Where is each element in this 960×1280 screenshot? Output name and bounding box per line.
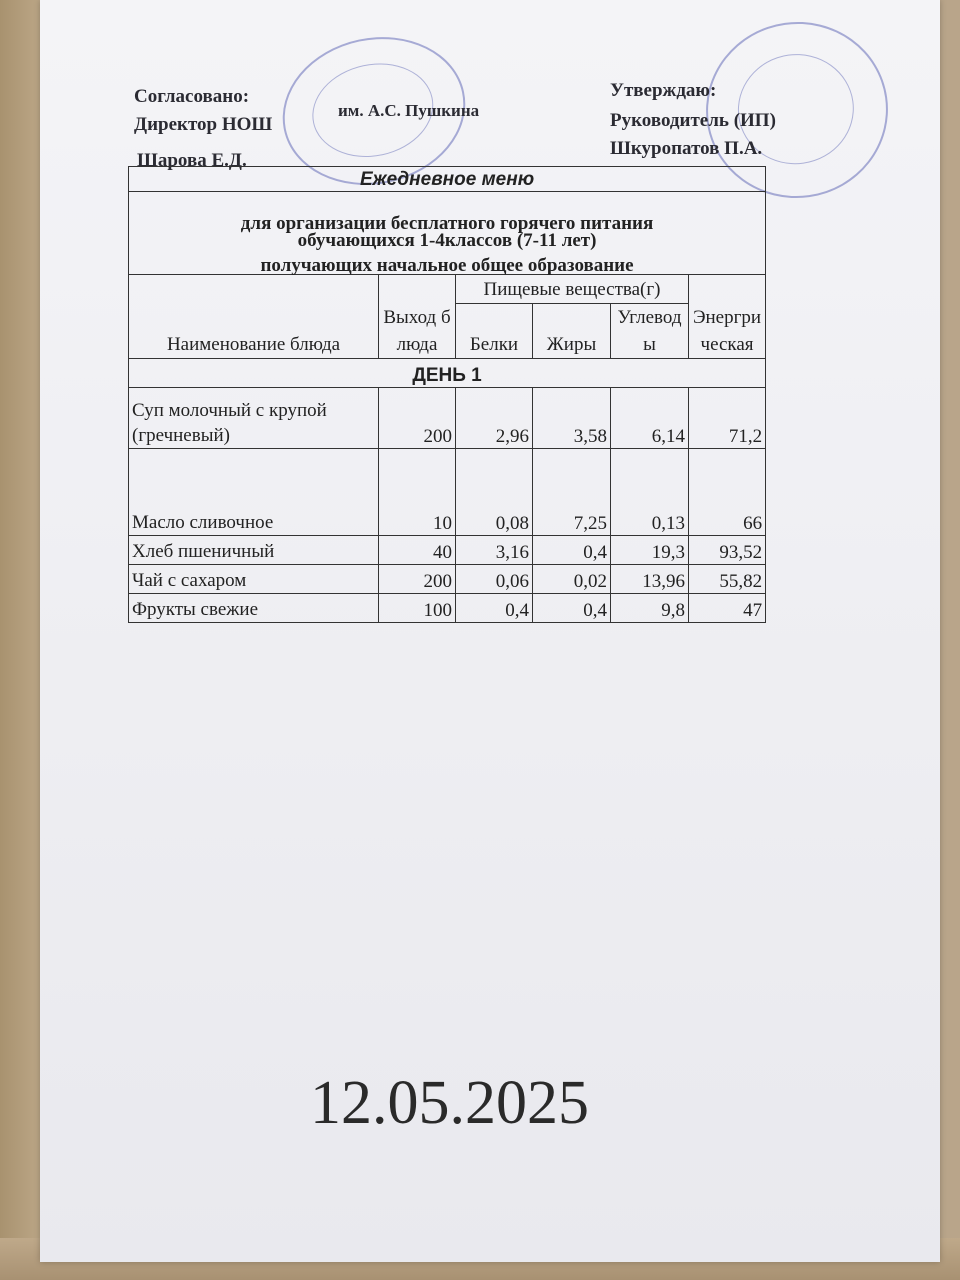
- dish-name: Чай с сахаром: [129, 565, 379, 594]
- col-header-nutrients: Пищевые вещества(г): [456, 275, 689, 304]
- dish-proteins: 3,16: [456, 536, 533, 565]
- col-header-carbs: Углеводы: [611, 304, 689, 359]
- dish-name: Масло сливочное: [129, 449, 379, 536]
- dish-proteins: 0,06: [456, 565, 533, 594]
- menu-subtitle-line2: получающих начальное общее образование: [260, 255, 634, 276]
- table-row: [129, 449, 766, 536]
- dish-output: 10: [379, 449, 456, 536]
- dish-carbs: 6,14: [611, 388, 689, 449]
- dish-output: 40: [379, 536, 456, 565]
- menu-subtitle-line1: для организации бесплатного горячего питания обучающихся 1-4классов (7-11 лет): [240, 213, 654, 251]
- director-name: Шарова Е.Д.: [137, 150, 247, 171]
- dish-energy: 93,52: [689, 536, 766, 565]
- dish-energy: 55,82: [689, 565, 766, 594]
- dish-proteins: 0,08: [456, 449, 533, 536]
- dish-carbs: 0,13: [611, 449, 689, 536]
- table-row: [129, 388, 766, 449]
- dish-carbs: 9,8: [611, 594, 689, 623]
- table-row: [129, 536, 766, 565]
- dish-name: Суп молочный с крупой (гречневый): [129, 388, 379, 449]
- dish-energy: 66: [689, 449, 766, 536]
- col-header-output: Выход блюда: [379, 275, 456, 359]
- col-header-energy: Энергрическая: [689, 275, 766, 359]
- menu-table: [128, 166, 766, 623]
- approval-label: Согласовано:: [134, 86, 250, 107]
- menu-title: Ежедневное меню: [129, 167, 766, 192]
- col-header-fats: Жиры: [533, 304, 611, 359]
- dish-name: Хлеб пшеничный: [129, 536, 379, 565]
- menu-subtitle: [129, 192, 766, 275]
- dish-energy: 71,2: [689, 388, 766, 449]
- dish-output: 200: [379, 565, 456, 594]
- table-row: [129, 565, 766, 594]
- dish-proteins: 0,4: [456, 594, 533, 623]
- table-row: [129, 594, 766, 623]
- manager-title: Руководитель (ИП): [610, 110, 776, 131]
- col-header-dish-name: Наименование блюда: [129, 275, 379, 359]
- dish-carbs: 19,3: [611, 536, 689, 565]
- school-name: им. А.С. Пушкина: [338, 101, 480, 120]
- manager-name: Шкуропатов П.А.: [610, 138, 763, 159]
- dish-fats: 0,4: [533, 536, 611, 565]
- dish-output: 100: [379, 594, 456, 623]
- dish-output: 200: [379, 388, 456, 449]
- dish-carbs: 13,96: [611, 565, 689, 594]
- col-header-proteins: Белки: [456, 304, 533, 359]
- dish-energy: 47: [689, 594, 766, 623]
- day-label: ДЕНЬ 1: [129, 359, 766, 388]
- dish-proteins: 2,96: [456, 388, 533, 449]
- menu-date: 12.05.2025: [310, 1069, 589, 1137]
- director-title: Директор НОШ: [134, 114, 273, 135]
- dish-fats: 0,4: [533, 594, 611, 623]
- dish-fats: 7,25: [533, 449, 611, 536]
- approve-label: Утверждаю:: [610, 80, 717, 101]
- dish-name: Фрукты свежие: [129, 594, 379, 623]
- dish-fats: 0,02: [533, 565, 611, 594]
- dish-fats: 3,58: [533, 388, 611, 449]
